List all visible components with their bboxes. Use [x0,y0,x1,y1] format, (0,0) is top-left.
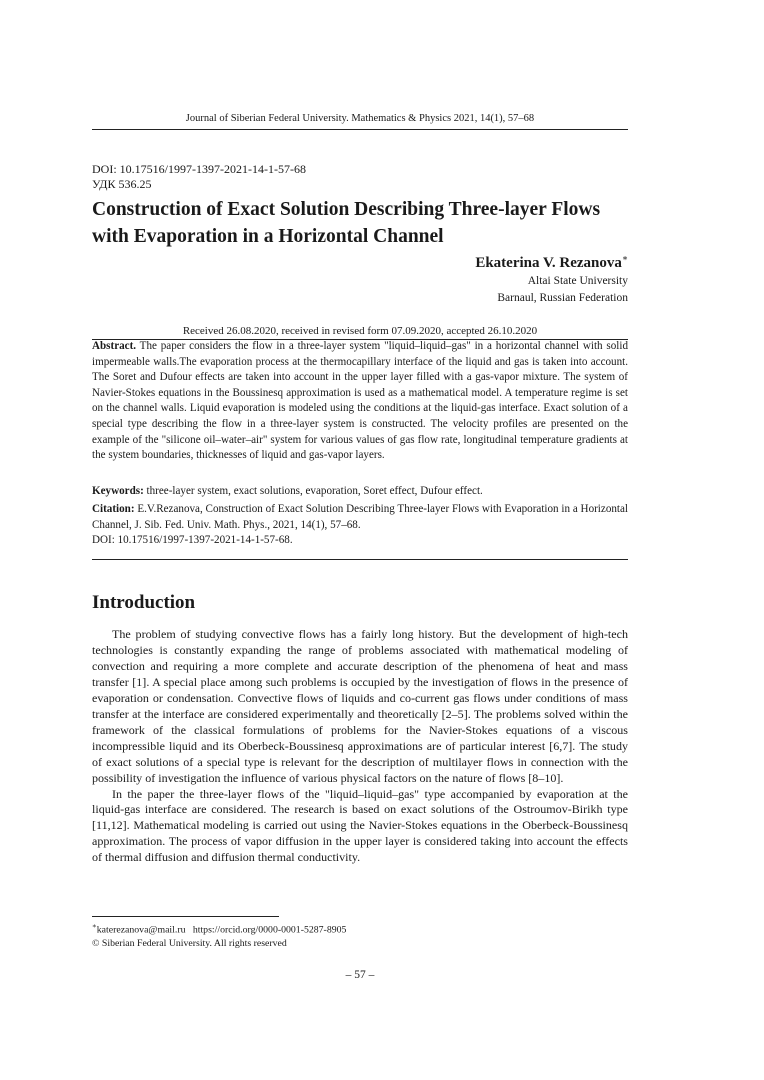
header-rule [92,129,628,130]
citation-label: Citation: [92,503,135,515]
citation [92,502,628,549]
page-number: – 57 – [345,969,375,981]
paper-title: Construction of Exact Solution Describing Three-layer Flows with Evaporation in a Horizontal Channel [92,199,601,247]
keywords [92,484,628,500]
udk-line: УДК 536.25 [92,177,152,191]
affiliation-location: Barnaul, Russian Federation [497,292,628,304]
author-name-text: Ekaterina V. Rezanova [475,255,622,271]
author-affiliation [497,273,628,307]
body-text [92,627,628,866]
footnote-contact [92,919,346,937]
author-footnote-mark: ∗ [621,253,628,263]
citation-text: E.V.Rezanova, Construction of Exact Solution Describing Three-layer Flows with Evaporation in a Horizontal Channel, J. Sib. Fed. Univ. Math. Phys., 2021, 14(1), 57–68. [92,503,628,531]
footnote-rule [92,916,279,917]
affiliation-university: Altai State University [527,275,628,287]
footnote-mark: ∗ [92,922,97,930]
section-title: Introduction [92,592,196,613]
paragraph: The problem of studying convective flows has a fairly long history. But the development of high-tech technologies is constantly expanding the range of problems associated with mathematical modeling of convection and requiring a more complete and accurate description of the phenomena of heat and mass transfer [1]. A special place among such problems is occupied by the investigation of flows in the presence of evaporation or condensation. Convective flows of liquids and co-current gas flows under conditions of mass transfer at the interface are considered experimentally and theoretically [2–5]. The problems solved within the framework of the classical formulations of problems for the Navier-Stokes equations of a viscous incompressible liquid and its Oberbeck-Boussinesq approximations are of particular interest [6,7]. The study of exact solutions of a special type is relevant for the description of multilayer flows in connection with the possibility of investigation the influence of various physical factors on the nature of flows [8–10]. [92,627,628,785]
doi-line: DOI: 10.17516/1997-1397-2021-14-1-57-68 [92,162,306,176]
abstract-text: The paper considers the flow in a three-layer system "liquid–liquid–gas" in a horizontal channel with solid impermeable walls.The evaporation process at the thermocapillary interface of the liquid and gas is taken into account. The Soret and Dufour effects are taken into account in the upper layer filled with a gas-vapor mixture. The system of Navier-Stokes equations in the Boussinesq approximation is used as a mathematical model. A temperature regime is set on the channel walls. Liquid evaporation is modeled using the conditions at the liquid-gas interface. Exact solution of a special type describing the flow in a three-layer system is constructed. The velocity profiles are presented on the example of the "silicone oil–water–air" system for various values of gas flow rate, longitudinal temperature gradients at the system boundaries, thicknesses of liquid and gas-vapor layers. [92,340,628,462]
footnote-orcid: https://orcid.org/0000-0001-5287-8905 [192,924,347,936]
footnote-email: katerezanova@mail.ru [96,924,186,936]
received-dates: Received 26.08.2020, received in revised form 07.09.2020, accepted 26.10.2020 [182,325,538,337]
author-name [475,253,628,272]
journal-header: Journal of Siberian Federal University. Mathematics & Physics 2021, 14(1), 57–68 [185,113,535,124]
abstract-label: Abstract. [92,340,137,352]
paragraph: In the paper the three-layer flows of the "liquid–liquid–gas" type accompanied by evaporation at the liquid-gas interface are considered. The research is based on exact solutions of the Ostroumov-Birikh type [11,12]. Mathematical modeling is carried out using the Navier-Stokes equations in the Oberbeck-Boussinesq approximation. The process of vapor diffusion in the upper layer is considered taking into account the effects of thermal diffusion and diffusion thermal conductivity. [92,786,628,865]
doi-block [92,162,306,192]
abstract [92,339,628,464]
keywords-label: Keywords: [92,485,144,497]
citation-doi: DOI: 10.17516/1997-1397-2021-14-1-57-68. [92,534,293,547]
abstract-bottom-rule [92,559,628,560]
keywords-text: three-layer system, exact solutions, evaporation, Soret effect, Dufour effect. [143,485,483,497]
footnote [92,919,346,951]
footnote-copyright: © Siberian Federal University. All rights reserved [92,938,287,950]
